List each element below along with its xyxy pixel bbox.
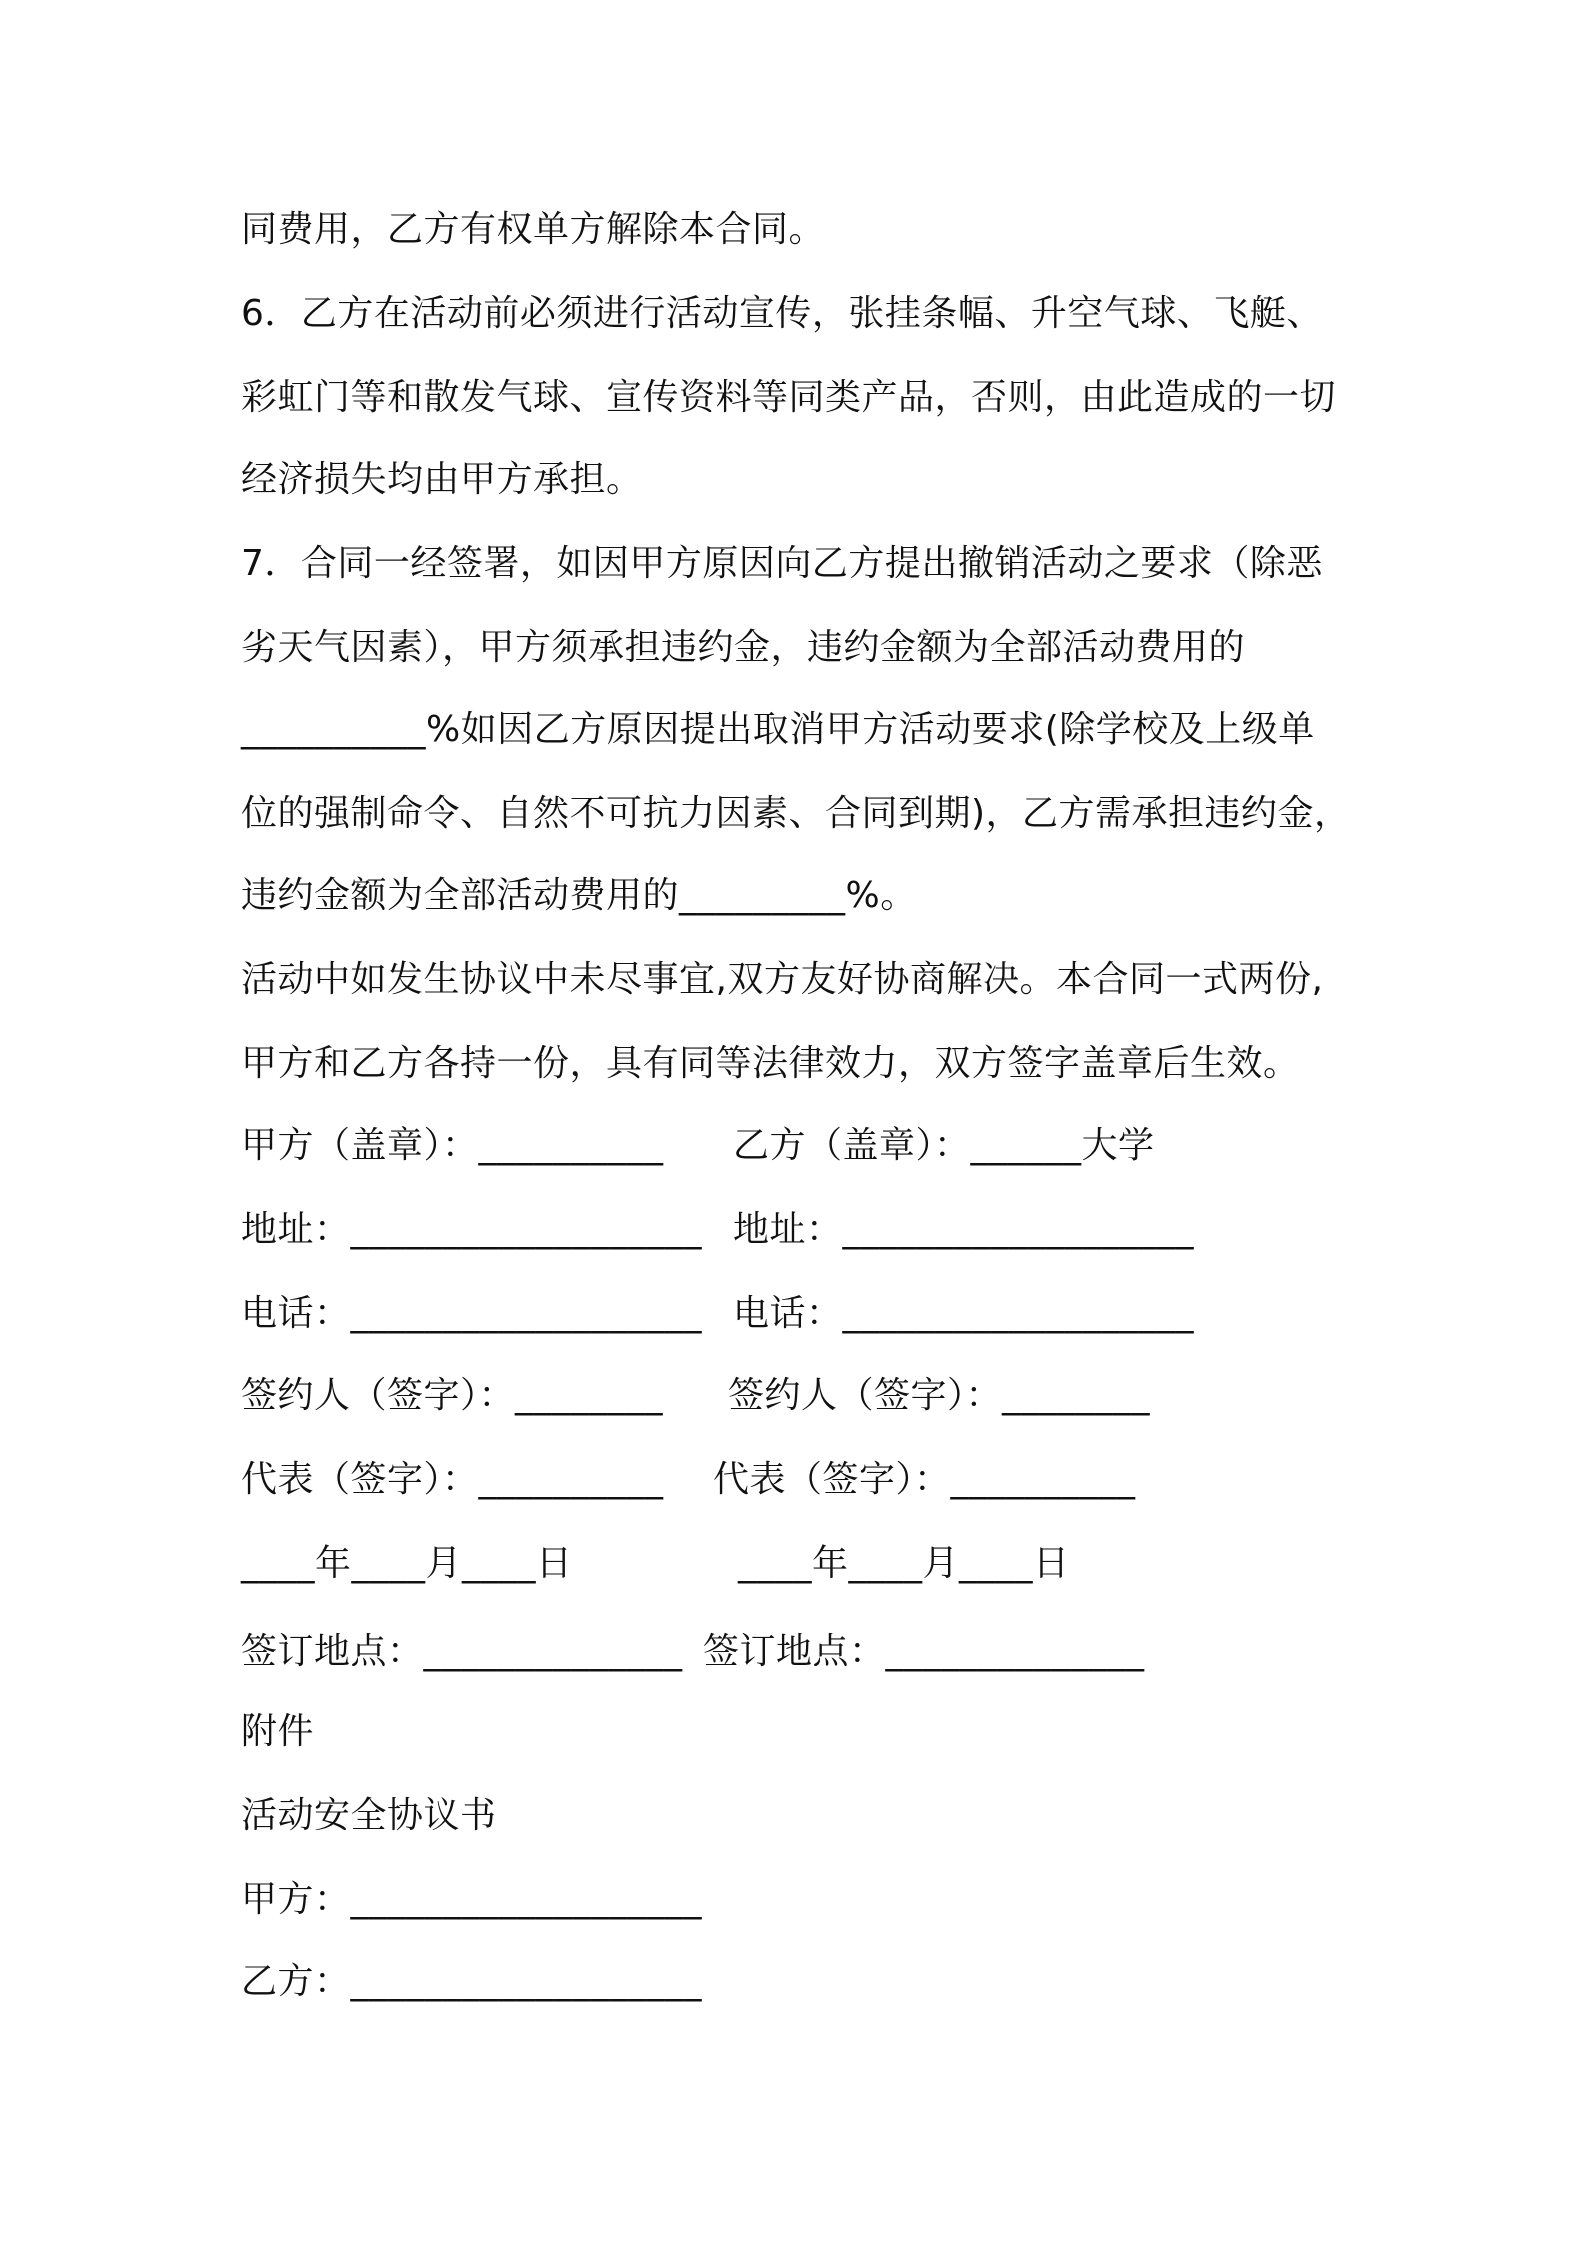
paragraph-6-line-1: 6．乙方在活动前必须进行活动宣传，张挂条幅、升空气球、飞艇、 bbox=[241, 293, 1323, 334]
paragraph-6-line-2: 彩虹门等和散发气球、宣传资料等同类产品，否则，由此造成的一切 bbox=[241, 377, 1337, 418]
paragraph-8-line-1: 活动中如发生协议中未尽事宜,双方友好协商解决。本合同一式两份, bbox=[241, 959, 1324, 1000]
paragraph-8-line-2: 甲方和乙方各持一份，具有同等法律效力，双方签字盖章后生效。 bbox=[241, 1043, 1300, 1084]
paragraph-7-line-1: 7．合同一经签署，如因甲方原因向乙方提出撤销活动之要求（除恶 bbox=[241, 543, 1323, 584]
paragraph-5-end: 同费用，乙方有权单方解除本合同。 bbox=[241, 209, 826, 250]
party-a-signing-place: 签订地点：______________ bbox=[241, 1631, 683, 1672]
party-b-signer: 签约人（签字）：________ bbox=[728, 1375, 1151, 1416]
paragraph-6-line-3: 经济损失均由甲方承担。 bbox=[241, 459, 643, 500]
party-a-phone: 电话：___________________ bbox=[241, 1293, 703, 1334]
paragraph-7-line-4: 位的强制命令、自然不可抗力因素、合同到期)，乙方需承担违约金， bbox=[241, 793, 1351, 834]
attachment-party-b: 乙方：___________________ bbox=[241, 1961, 703, 2002]
attachment-party-a: 甲方：___________________ bbox=[241, 1879, 703, 1920]
party-b-address: 地址：___________________ bbox=[733, 1209, 1195, 1250]
party-b-phone: 电话：___________________ bbox=[733, 1293, 1195, 1334]
party-a-seal: 甲方（盖章）：__________ bbox=[241, 1125, 664, 1166]
attachment-title: 活动安全协议书 bbox=[241, 1795, 497, 1836]
party-b-seal: 乙方（盖章）：______大学 bbox=[733, 1125, 1155, 1166]
party-a-representative: 代表（签字）：__________ bbox=[241, 1459, 664, 1500]
paragraph-7-line-3: __________%如因乙方原因提出取消甲方活动要求(除学校及上级单 bbox=[241, 709, 1315, 750]
party-a-address: 地址：___________________ bbox=[241, 1209, 703, 1250]
attachment-heading: 附件 bbox=[241, 1711, 315, 1752]
paragraph-7-line-5: 违约金额为全部活动费用的_________%。 bbox=[241, 875, 917, 916]
party-a-signer: 签约人（签字）：________ bbox=[241, 1375, 664, 1416]
party-b-date: ____年____月____日 bbox=[738, 1543, 1070, 1584]
party-b-representative: 代表（签字）：__________ bbox=[713, 1459, 1136, 1500]
paragraph-7-line-2: 劣天气因素），甲方须承担违约金，违约金额为全部活动费用的 bbox=[241, 627, 1246, 668]
party-b-signing-place: 签订地点：______________ bbox=[703, 1631, 1145, 1672]
party-a-date: ____年____月____日 bbox=[241, 1543, 573, 1584]
